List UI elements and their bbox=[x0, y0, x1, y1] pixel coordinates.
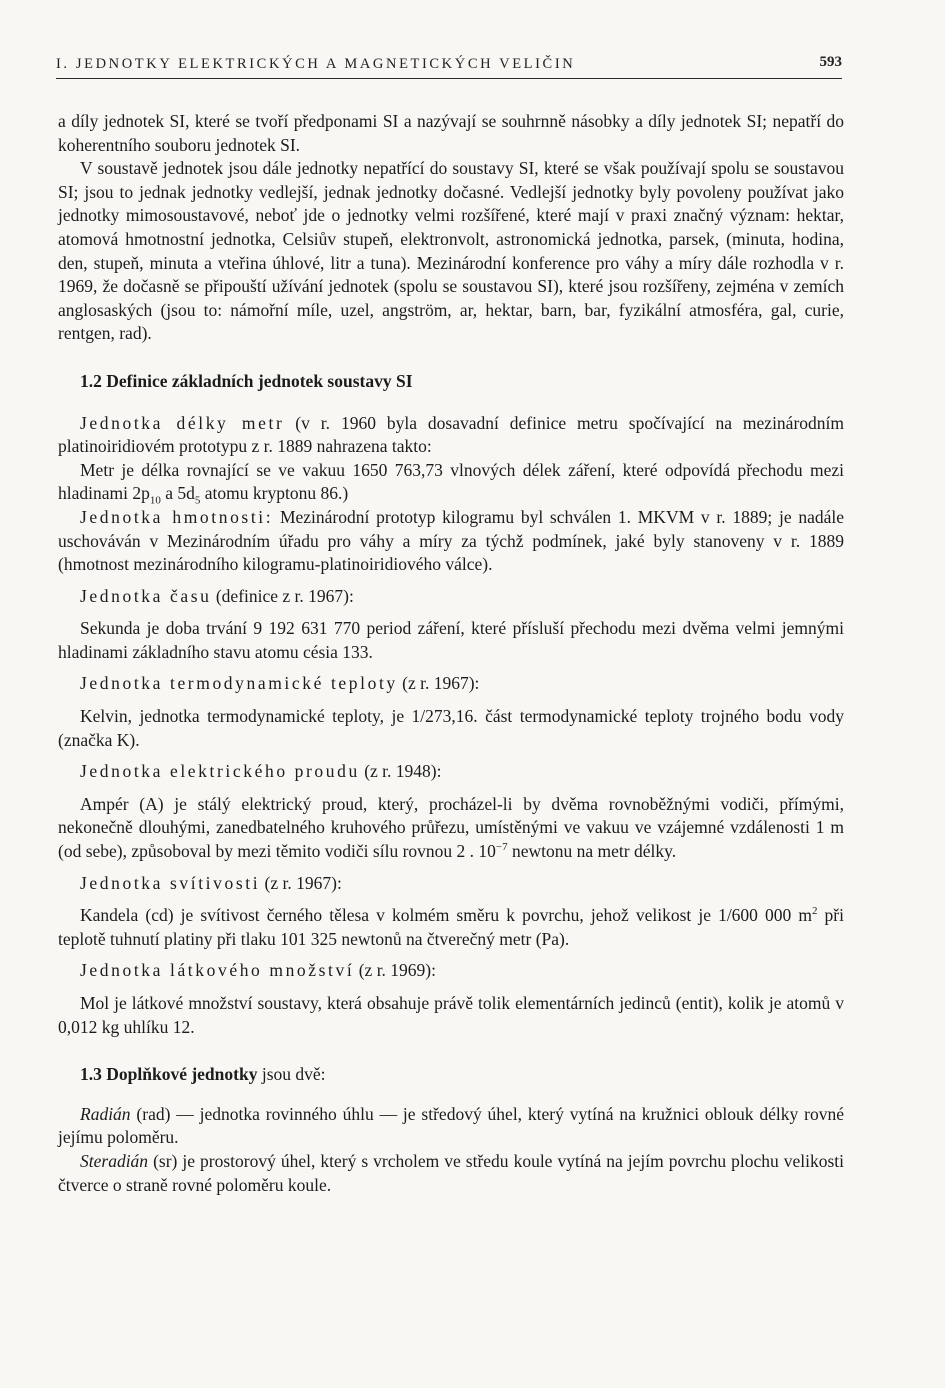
page-body bbox=[58, 110, 844, 1197]
steradian-text: (sr) je prostorový úhel, který s vrcholem ve středu koule vytíná na jejím povrchu plochu velikosti čtverce o straně rovné poloměru koule. bbox=[58, 1150, 844, 1195]
section-title: Doplňkové jednotky bbox=[106, 1064, 258, 1085]
candela-definition bbox=[58, 904, 844, 951]
amount-unit-year: (z r. 1969): bbox=[354, 960, 436, 981]
subscript-10: 10 bbox=[149, 494, 161, 507]
current-unit-year: (z r. 1948): bbox=[359, 761, 442, 782]
luminous-unit-title bbox=[58, 872, 844, 896]
section-number: 1.3 bbox=[80, 1064, 102, 1085]
section-title-rest: jsou dvě: bbox=[257, 1064, 326, 1085]
mole-definition: Mol je látkové množství soustavy, která obsahuje právě tolik elementárních jedinců (entit), kolik je atomů v 0,012 kg uhlíku 12. bbox=[58, 993, 844, 1037]
time-unit-year: (definice z r. 1967): bbox=[211, 585, 354, 606]
section-heading-1-2 bbox=[80, 370, 844, 394]
length-unit-paragraph bbox=[58, 412, 844, 459]
metre-definition-text-a: Metr je délka rovnající se ve vakuu 1650 763,73 vlnových délek záření, které odpovídá přechodu mezi hladinami 2p bbox=[58, 459, 844, 504]
intro-paragraph-1: a díly jednotek SI, které se tvoří předponami SI a nazývají se souhrnně násobky a díly jednotek SI; nepatří do koherentního souboru jednotek SI. bbox=[58, 111, 844, 155]
metre-definition bbox=[58, 459, 844, 506]
exponent-2: 2 bbox=[811, 905, 818, 918]
mass-unit-text: Mezinárodní prototyp kilogramu byl schválen 1. MKVM v r. 1889; je nadále uschováván v Mezinárodním úřadu pro váhy a míry za týchž podmínek, jaké byly stanoveny v r. 1889 (hmotnost mezinárodního kilogramu-platinoiridiového válce). bbox=[58, 506, 844, 575]
candela-definition-text-b: při teplotě tuhnutí platiny při tlaku 101 325 newtonů na čtverečný metr (Pa). bbox=[58, 905, 844, 949]
steradian-term: Steradián bbox=[80, 1150, 149, 1171]
section-number: 1.2 bbox=[80, 370, 102, 391]
second-definition: Sekunda je doba trvání 9 192 631 770 period záření, které přísluší přechodu mezi dvěma velmi jemnými hladinami základního stavu atomu césia 133. bbox=[58, 618, 844, 662]
temperature-unit-year: (z r. 1967): bbox=[397, 673, 480, 694]
radian-text: (rad) — jednotka rovinného úhlu — je středový úhel, který vytíná na kružnici oblouk délky rovné jejímu poloměru. bbox=[58, 1103, 844, 1148]
section-title: Definice základních jednotek soustavy SI bbox=[106, 370, 413, 391]
running-head: I. JEDNOTKY ELEKTRICKÝCH A MAGNETICKÝCH VELIČIN bbox=[56, 56, 576, 72]
kelvin-definition: Kelvin, jednotka termodynamické teploty, je 1/273,16. část termodynamické teploty trojného bodu vody (značka K). bbox=[58, 706, 844, 750]
intro-paragraph-2: V soustavě jednotek jsou dále jednotky nepatřící do soustavy SI, které se však používají spolu se soustavou SI; jsou to jednak jednotky vedlejší, jednak jednotky dočasné. Vedlejší jednotky byly povoleny používat jako jednotky mimosoustavové, neboť jde o jednotky velmi rozšířené, které mají v praxi značný význam: hektar, atomová hmotnostní jednotka, Celsiův stupeň, elektronvolt, astronomická jednotka, parsek, (minuta, hodina, den, stupeň, minuta a vteřina úhlové, litr a tuna). Mezinárodní konference pro váhy a míry dále rozhodla v r. 1969, že dočasně se připouští užívání jednotek (spolu se soustavou SI), které jsou rozšířeny, zejména v zemích anglosaských (jsou to: námořní míle, uzel, angström, ar, hektar, barn, bar, fyzikální atmosféra, gal, curie, rentgen, rad). bbox=[58, 158, 844, 344]
metre-definition-text-b: a 5d bbox=[160, 483, 195, 504]
ampere-definition-text-a: Ampér (A) je stálý elektrický proud, který, procházel-li by dvěma rovnoběžnými vodiči, přímými, nekonečně dlouhými, zanedbatelného kruhového průřezu, umístěnými ve vakuu ve vzájemné vzdálenosti 1 m (od sebe), způsoboval by mezi těmito vodiči sílu rovnou 2 . 10 bbox=[58, 793, 844, 862]
candela-definition-text-a: Kandela (cd) je svítivost černého tělesa v kolmém směru k povrchu, jehož velikost je 1/600 000 m bbox=[80, 905, 812, 926]
mass-unit-label: Jednotka hmotnosti: bbox=[80, 506, 274, 527]
mass-unit-paragraph bbox=[58, 506, 844, 577]
exponent-minus-7: −7 bbox=[495, 841, 508, 854]
subscript-5: 5 bbox=[194, 494, 201, 507]
luminous-unit-year: (z r. 1967): bbox=[260, 872, 342, 893]
ampere-definition-text-b: newtonu na metr délky. bbox=[507, 841, 677, 862]
ampere-definition bbox=[58, 793, 844, 864]
temperature-unit-label: Jednotka termodynamické teploty bbox=[80, 673, 398, 694]
time-unit-title bbox=[58, 585, 844, 609]
page-header bbox=[56, 50, 842, 79]
amount-unit-label: Jednotka látkového množství bbox=[80, 960, 355, 981]
amount-unit-title bbox=[58, 959, 844, 983]
page-number: 593 bbox=[819, 54, 842, 70]
temperature-unit-title bbox=[58, 672, 844, 696]
length-unit-label: Jednotka délky metr bbox=[80, 412, 285, 433]
current-unit-label: Jednotka elektrického proudu bbox=[80, 761, 360, 782]
section-heading-1-3 bbox=[80, 1063, 844, 1087]
radian-paragraph bbox=[58, 1103, 844, 1150]
metre-definition-text-c: atomu kryptonu 86.) bbox=[200, 483, 349, 504]
current-unit-title bbox=[58, 760, 844, 784]
length-unit-intro: (v r. 1960 byla dosavadní definice metru spočívající na mezinárodním platinoiridiovém prototypu z r. 1889 nahrazena takto: bbox=[58, 412, 844, 457]
steradian-paragraph bbox=[58, 1150, 844, 1197]
time-unit-label: Jednotka času bbox=[80, 585, 212, 606]
luminous-unit-label: Jednotka svítivosti bbox=[80, 872, 261, 893]
radian-term: Radián bbox=[80, 1103, 131, 1124]
